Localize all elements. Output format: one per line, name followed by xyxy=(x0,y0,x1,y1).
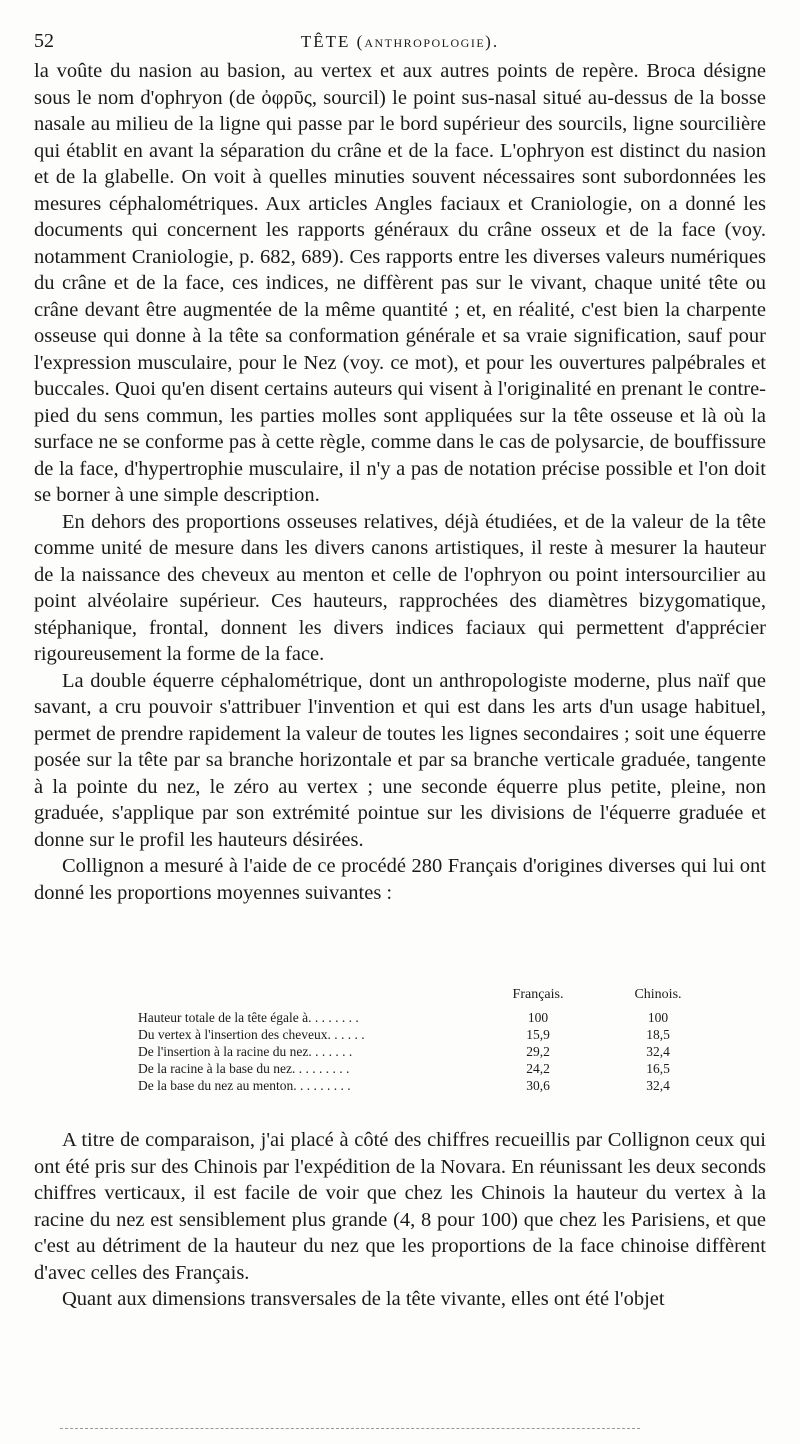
value-francais: 29,2 xyxy=(526,1044,550,1059)
row-label: Du vertex à l'insertion des cheveux. . . . . . xyxy=(138,1027,365,1042)
column-header-francais: Français. xyxy=(512,987,564,1002)
table-row xyxy=(138,1043,718,1060)
column-header-chinois: Chinois. xyxy=(634,987,682,1002)
table-header-row xyxy=(138,986,718,1009)
value-chinois: 16,5 xyxy=(646,1061,670,1076)
running-head-small-caps: ANTHROPOLOGIE xyxy=(364,36,486,50)
paragraph-3: La double équerre céphalométrique, dont un anthropologiste moderne, plus naïf que savant, a cru pouvoir s'attribuer l'invention et qui est dans les arts d'un usage habituel, permet de prendre rapidement la valeur de toutes les lignes secondaires ; soit une équerre posée sur la tête par sa branche horizontale et par sa branche verticale graduée, tangente à la pointe du nez, le zéro au vertex ; une seconde équerre plus petite, pleine, non graduée, s'applique par son extrémité pointue sur les divisions de l'équerre graduée et donne sur le profil les hauteurs désirées. xyxy=(34,669,766,851)
page-header xyxy=(34,30,766,56)
row-label: De la base du nez au menton. . . . . . . . . xyxy=(138,1078,351,1093)
value-francais: 30,6 xyxy=(526,1078,550,1093)
paragraph-1: la voûte du nasion au basion, au vertex et aux autres points de repère. Broca désigne sous le nom d'ophryon (de ὀφρῦς, sourcil) le point sus-nasal situé au-dessus de la bosse nasale au milieu de la ligne qui passe par le bord supérieur des sourcils, ligne sourcilière qui établit en avant la séparation du crâne et de la face. L'ophryon est distinct du nasion et de la glabelle. On voit à quelles minuties souvent nécessaires sont subordonnées les mesures céphalométriques. Aux articles Angles faciaux et Craniologie, on a donné les documents qui concernent les rapports généraux du crâne osseux et de la face (voy. notamment Craniologie, p. 682, 689). Ces rapports entre les diverses valeurs numériques du crâne et de la face, ces indices, ne diffèrent pas sur le vivant, chaque unité tête ou crâne devant être augmentée de la même quantité ; et, en réalité, c'est bien la charpente osseuse qui donne à la tête sa conformation générale et sa vraie signification, sauf pour l'expression musculaire, pour le Nez (voy. ce mot), et pour les ouvertures palpébrales et buccales. Quoi qu'en disent certains auteurs qui visent à l'originalité en prenant le contre-pied du sens commun, les parties molles sont appliquées sur la tête osseuse et là où la surface ne se conforme pas à cette règle, comme dans le cas de polysarcie, de bouffissure de la face, d'hypertrophie musculaire, il n'y a pas de notation précise possible et l'on doit se borner à une simple description. xyxy=(34,60,766,506)
value-francais: 15,9 xyxy=(526,1027,550,1042)
page-number: 52 xyxy=(34,30,54,52)
row-label: De la racine à la base du nez. . . . . . . . . xyxy=(138,1061,350,1076)
table-row xyxy=(138,1009,718,1026)
footer-divider xyxy=(60,1428,640,1429)
proportions-table xyxy=(138,986,718,1094)
value-chinois: 100 xyxy=(647,1010,669,1025)
table-row xyxy=(138,1060,718,1077)
value-chinois: 18,5 xyxy=(646,1027,670,1042)
value-chinois: 32,4 xyxy=(646,1078,670,1093)
paragraph-6: Quant aux dimensions transversales de la tête vivante, elles ont été l'objet xyxy=(62,1288,665,1310)
paragraph-5: A titre de comparaison, j'ai placé à côté des chiffres recueillis par Collignon ceux qui ont été pris sur des Chinois par l'expédition de la Novara. En réunissant les deux seconds chiffres verticaux, il est facile de voir que chez les Chinois la hauteur du vertex à la racine du nez est sensiblement plus grande (4, 8 pour 100) que chez les Parisiens, et que c'est au détriment de la hauteur du nez que les proportions de la face chinoise diffèrent d'avec celles des Français. xyxy=(34,1129,766,1284)
row-label: De l'insertion à la racine du nez. . . . . . . xyxy=(138,1044,353,1059)
paragraph-2: En dehors des proportions osseuses relatives, déjà étudiées, et de la valeur de la tête comme unité de mesure dans les divers canons artistiques, il reste à mesurer la hauteur de la naissance des cheveux au menton et celle de l'ophryon ou point intersourcilier au point alvéolaire supérieur. Ces hauteurs, rapprochées des diamètres bizygomatique, stéphanique, frontal, donnent les divers indices faciaux qui permettent d'apprécier rigoureusement la forme de la face. xyxy=(34,510,766,665)
running-head xyxy=(34,32,766,52)
value-francais: 100 xyxy=(527,1010,549,1025)
value-francais: 24,2 xyxy=(526,1061,550,1076)
row-label: Hauteur totale de la tête égale à. . . . . . . . xyxy=(138,1010,359,1025)
body-text-continued xyxy=(34,1127,766,1313)
table-row xyxy=(138,1026,718,1043)
value-chinois: 32,4 xyxy=(646,1044,670,1059)
running-head-main: TÊTE ( xyxy=(300,32,365,51)
table-row xyxy=(138,1077,718,1094)
paragraph-4: Collignon a mesuré à l'aide de ce procédé 280 Français d'origines diverses qui lui ont donné les proportions moyennes suivantes : xyxy=(34,855,766,904)
running-head-end: ). xyxy=(485,32,500,51)
body-text xyxy=(34,58,766,906)
